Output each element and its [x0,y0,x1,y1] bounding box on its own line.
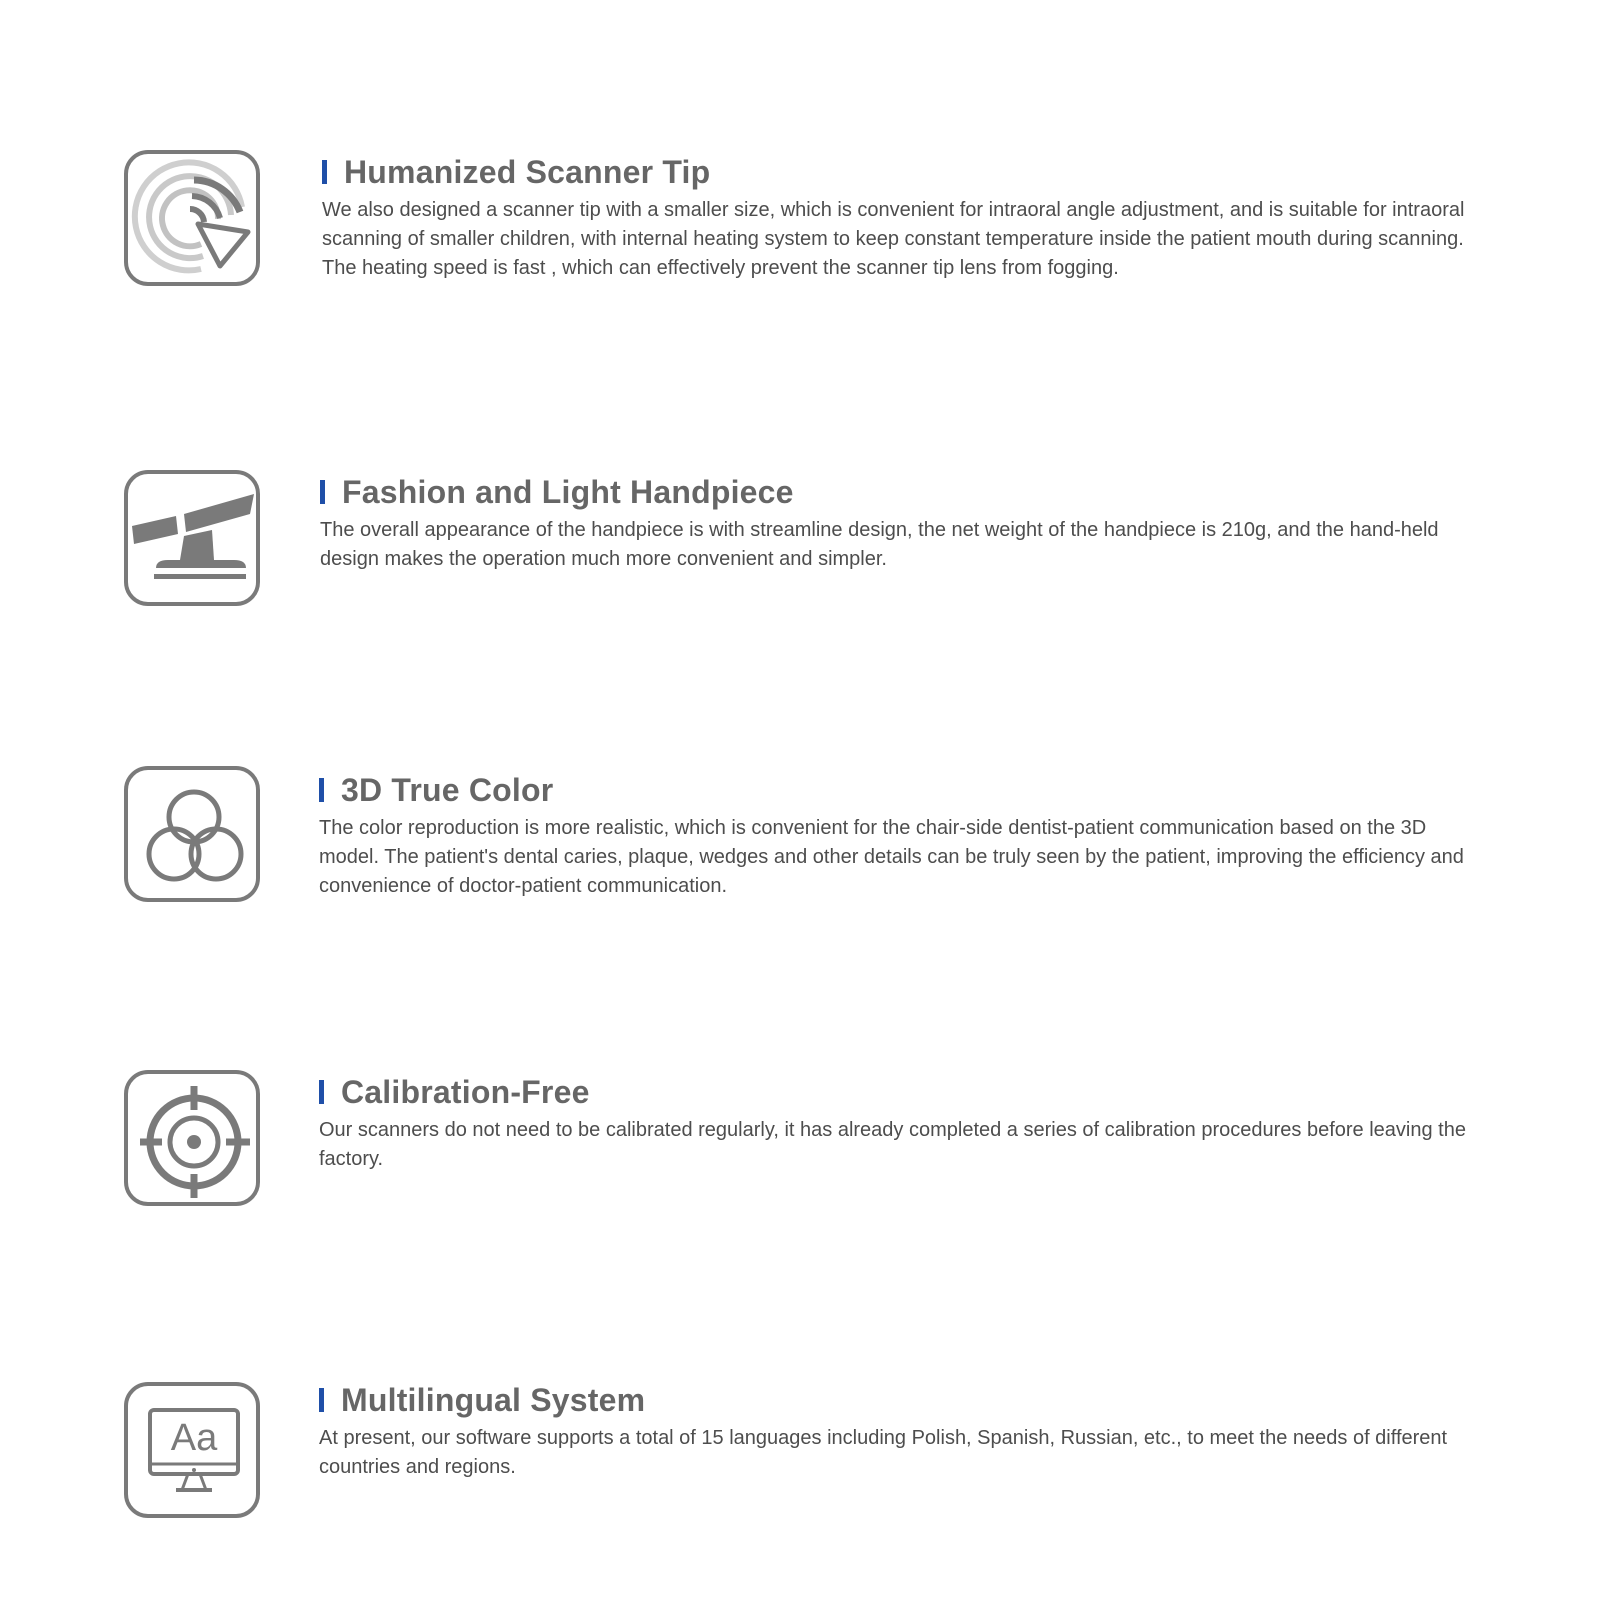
feature-title: Calibration-Free [319,1072,1480,1112]
scale-balance-icon [124,470,260,606]
feature-description: The color reproduction is more realistic, which is convenient for the chair-side dentist-patient communication based on the 3D model. The patient's dental caries, plaque, wedges and other details can be truly seen by the patient, improving the efficiency and convenience of doctor-patient communication. [319,817,1464,897]
monitor-font-icon [124,1382,260,1518]
radar-scan-icon [124,150,260,286]
feature-text [319,1072,1480,1174]
feature-description: The overall appearance of the handpiece is with streamline design, the net weight of the handpiece is 210g, and the hand-held design makes the operation much more convenient and simpler. [320,519,1439,570]
monitor-font-label: Aa [170,1417,218,1459]
crosshair-target-icon [124,1070,260,1206]
feature-text [322,152,1480,283]
feature-text [319,1380,1480,1482]
feature-title: Fashion and Light Handpiece [320,472,1480,512]
feature-text [320,472,1480,574]
feature-title: Humanized Scanner Tip [322,152,1480,192]
feature-text [319,770,1480,901]
feature-title: 3D True Color [319,770,1480,810]
color-circles-icon [124,766,260,902]
feature-description: At present, our software supports a total of 15 languages including Polish, Spanish, Russian, etc., to meet the needs of different countries and regions. [319,1427,1448,1478]
feature-title: Multilingual System [319,1380,1480,1420]
feature-description: We also designed a scanner tip with a smaller size, which is convenient for intraoral angle adjustment, and is suitable for intraoral scanning of smaller children, with internal heating system to keep constant temperature inside the patient mouth during scanning. The heating speed is fast , which can effectively prevent the scanner tip lens from fogging. [322,199,1465,279]
feature-description: Our scanners do not need to be calibrated regularly, it has already completed a series of calibration procedures before leaving the factory. [319,1119,1466,1170]
